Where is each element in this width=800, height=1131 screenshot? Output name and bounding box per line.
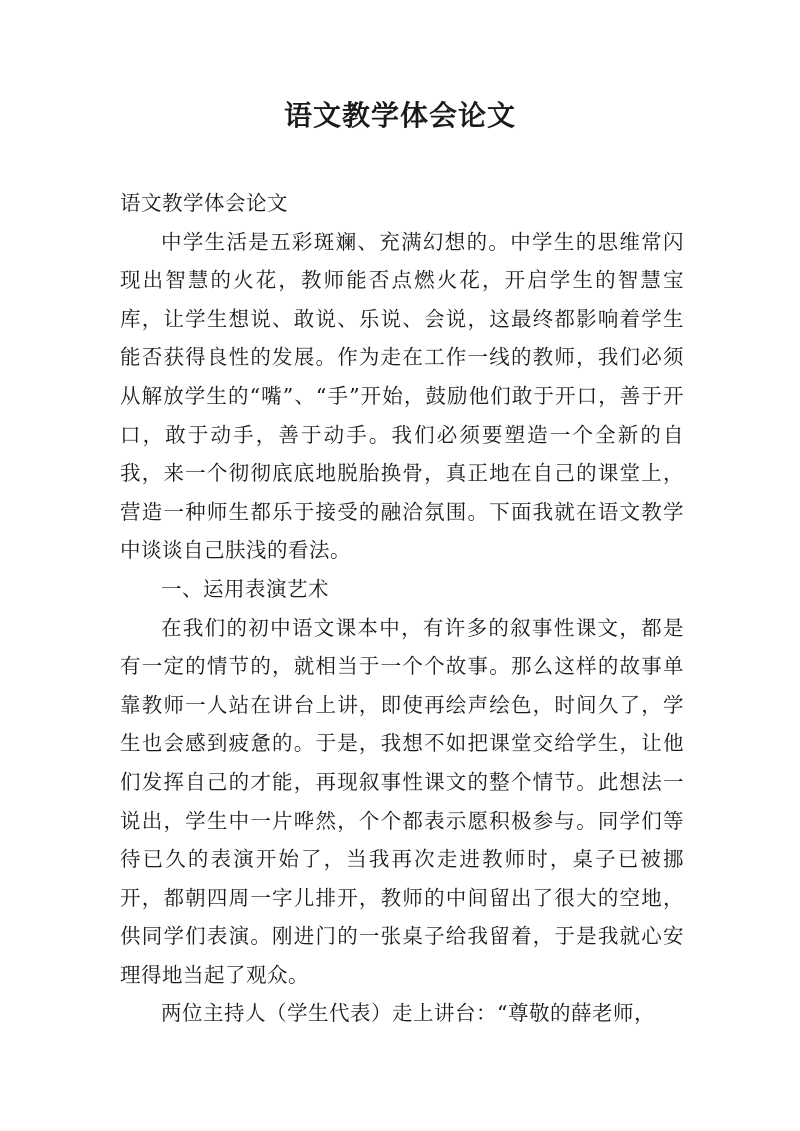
section-heading: 一、运用表演艺术 (161, 576, 329, 601)
paragraph-hosts: 两位主持人（学生代表）走上讲台：“尊敬的薛老师， (161, 1001, 655, 1026)
page-title: 语文教学体会论文 (283, 99, 516, 132)
paragraph-performance: 在我们的初中语文课本中，有许多的叙事性课文，都是有一定的情节的，就相当于一个个故事。那么这样的故事单靠教师一人站在讲台上讲，即使再绘声绘色，时间久了，学生也会感到疲惫的。于是，我想不如把课堂交给学生，让他们发挥自己的才能，再现叙事性课文的整个情节。此想法一说出，学生中一片哗然，个个都表示愿积极参与。同学们等待已久的表演开始了，当我再次走进教师时，桌子已被挪开，都朝四周一字儿排开，教师的中间留出了很大的空地，供同学们表演。刚进门的一张桌子给我留着，于是我就心安理得地当起了观众。 (120, 615, 684, 987)
document-body (120, 184, 684, 1033)
paragraph-subtitle: 语文教学体会论文 (120, 191, 288, 215)
paragraph-intro: 中学生活是五彩斑斓、充满幻想的。中学生的思维常闪现出智慧的火花，教师能否点燃火花，开启学生的智慧宝库，让学生想说、敢说、乐说、会说，这最终都影响着学生能否获得良性的发展。作为走在工作一线的教师，我们必须从解放学生的“嘴”、“手”开始，鼓励他们敢于开口，善于开口，敢于动手，善于动手。我们必须要塑造一个全新的自我，来一个彻彻底底地脱胎换骨，真正地在自己的课堂上，营造一种师生都乐于接受的融洽氛围。下面我就在语文教学中谈谈自己肤浅的看法。 (120, 229, 684, 563)
